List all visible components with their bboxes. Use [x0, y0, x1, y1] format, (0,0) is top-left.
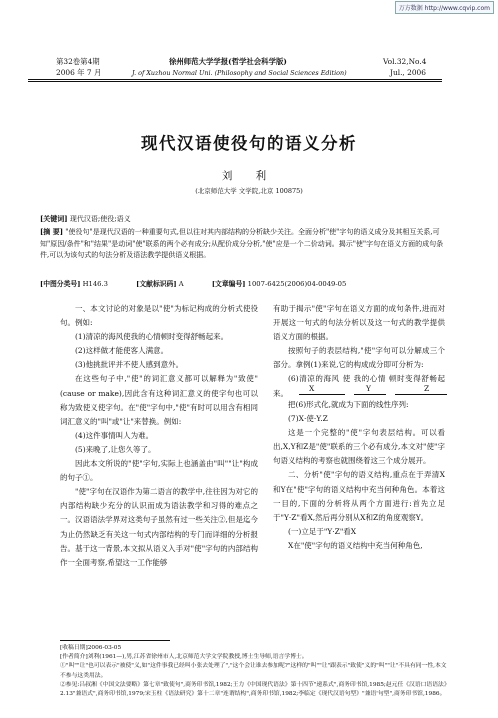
header-date-cn: 2006 年 7 月	[56, 68, 102, 77]
paragraph: 在这些句子中,"使"的词汇意义都可以解释为"致使"(cause or make),因此含有这种词汇意义的使字句也可以称为致使义使字句。在"使"字句中,"使"有时可以用含有相同词汇意义的"叫"或"让"来替换。例如:	[60, 374, 258, 426]
footnotes	[60, 644, 450, 699]
footnote-rule	[60, 640, 170, 641]
header-journal-en: J. of Xuzhou Normal Uni. (Philosophy and Social Sciences Edition)	[132, 69, 347, 77]
example-sentence: (3)他挑批评并不使人感到意外。	[75, 360, 184, 370]
keywords-label: [关键词]	[40, 214, 68, 223]
formula-line: (7)X·使·Y.Z	[288, 414, 328, 424]
abstract-text: "使役句"是现代汉语的一种重要句式,但以往对其内部结构的分析缺少关注。全面分析"使"字句的语义成分及其相互关系,可知"原因/条件"和"结果"是动词"使"联系的两个必有成分;从配价成分分析,"使"应是一个二价动词。揭示"使"字句在语义方面的成句条件,可以为该句式的句法分析及语法教学提供语义根据。	[40, 228, 444, 260]
paragraph: 因此本文所说的"使"字句,实际上也涵盖由"叫""让"构成的句子①。	[60, 459, 258, 483]
label-z: Z	[424, 384, 430, 393]
underline-y	[354, 394, 386, 395]
example-sentence: (6)清凉的海风 使 我的心情 顿时变得舒畅起来。	[273, 374, 445, 398]
article-title: 现代汉语使役句的语义分析	[141, 134, 357, 153]
right-column-top	[273, 302, 445, 401]
example-sentence: (2)这样做才能使客人满意。	[75, 346, 169, 356]
source-stamp: 万方数据 http://www.cqvip.com	[395, 1, 494, 14]
keywords-text: 现代汉语;使役;语义	[69, 215, 131, 223]
clc-label: [中图分类号]	[40, 280, 81, 288]
doc-code-label: [文献标识码]	[136, 280, 177, 288]
paragraph: 这是一个完整的"使"字句表层结构。可以看出,X,Y和Z是"使"联系的三个必有成分,本文对"使"字句语义结构的考察也就围绕着这三个成分展开。	[273, 428, 445, 466]
author-name: 刘 利	[221, 170, 277, 182]
article-number: 1007-6425(2006)04-0049-05	[247, 280, 347, 288]
example-sentence: (5)来晚了,让您久等了。	[75, 444, 156, 454]
paragraph: "使"字句在汉语作为第二语言的教学中,往往因为对它的内部结构缺少充分的认识而成为语法教学和习得的难点之一。汉语语法学界对这类句子虽然有过一些关注②,但是迄今为止仍然缺乏有关这一句式内部结构的专门而详细的分析报告。基于这一背景,本文拟从语义入手对"使"字句的内部结构作一全面考察,希望这一工作能够	[60, 487, 258, 567]
paragraph: 一、本文讨论的对象是以"使"为标记构成的分析式使役句。例如:	[60, 304, 258, 328]
abstract-block	[40, 226, 450, 262]
section-heading: 二、分析"使"字句的语义结构,重点在于弄清X和Y在"使"字句的语义结构中充当何种角色。本着这一目的,下面的分析将从两个方面进行:首先立足于"Y·Z"看X,然后再分别从X和Z的角度观察Y。	[273, 470, 445, 522]
footnote-received-date: [收稿日期]2006-03-05	[60, 645, 122, 651]
classification-line	[40, 278, 460, 288]
keywords-line	[40, 213, 450, 226]
abstract-label: [摘 要]	[40, 227, 64, 236]
paragraph: 把(6)形式化,就成为下面的线性序列:	[288, 400, 409, 409]
header-rule	[28, 79, 442, 80]
subsection-heading: (一)立足于"Y·Z"看X	[288, 526, 357, 536]
label-y: Y	[366, 384, 371, 393]
author-affiliation: (北京师范大学 文学院,北京 100875)	[195, 187, 303, 195]
header-rule-thin	[28, 81, 442, 82]
header-volume-cn: 第32卷第4期	[56, 57, 100, 66]
paragraph: X在"使"字句的语义结构中充当何种角色,	[288, 540, 423, 550]
label-x: X	[309, 384, 315, 393]
header-volume-en: Vol.32,No.4	[383, 57, 427, 66]
underline-z	[395, 394, 447, 395]
example-sentence: (4)这件事情叫人为难。	[75, 430, 154, 440]
paragraph: 有助于揭示"使"字句在语义方面的成句条件,进而对开展这一句式的句法分析以及这一句式的教学提供语义方面的根据。	[273, 304, 445, 342]
paragraph: 按照句子的表层结构,"使"字句可以分解成三个部分。拿例(1)来说,它的构成成分即可分析为:	[273, 346, 445, 370]
clc-number: H146.3	[82, 280, 108, 288]
example-sentence: (1)清凉的海风使我的心情顿时变得舒畅起来。	[75, 332, 229, 342]
doc-code: A	[178, 280, 184, 288]
right-column-bottom	[273, 398, 445, 553]
header-journal-cn: 徐州师范大学学报(哲学社会科学版)	[169, 57, 287, 66]
header-date-en: Jul., 2006	[390, 68, 426, 77]
article-number-label: [文章编号]	[211, 280, 246, 288]
left-column	[60, 302, 258, 570]
footnote-author-bio: [作者简介]刘利(1961—),男,江苏省徐州市人,北京师范大学文学院教授,博士生导师,语言学博士。	[60, 654, 308, 661]
footnote-2: ②参见:吕叔湘《中国文法要略》第七章"致使句",商务印书馆,1982;王力《中国现代语法》第十四节"递系式",商务印书馆,1985;赵元任《汉语口语语法》2.13"兼语式",商务印书馆,1979;宋玉柱《语法研究》第十二章"连谓结构",商务印书馆,1982;李临定《现代汉语句型》"兼语'句型",商务印书馆,1986。	[60, 681, 450, 698]
underline-x	[299, 394, 345, 395]
footnote-1: ①"叫""让"也可以表示"被使"义,如"这件事我已经叫小张去处理了","这个会让谁去参加呢?"这样的"叫""让"跟表示"致使"义的"叫""让"不具有同一性,本文不参与这类用法。	[60, 663, 447, 679]
